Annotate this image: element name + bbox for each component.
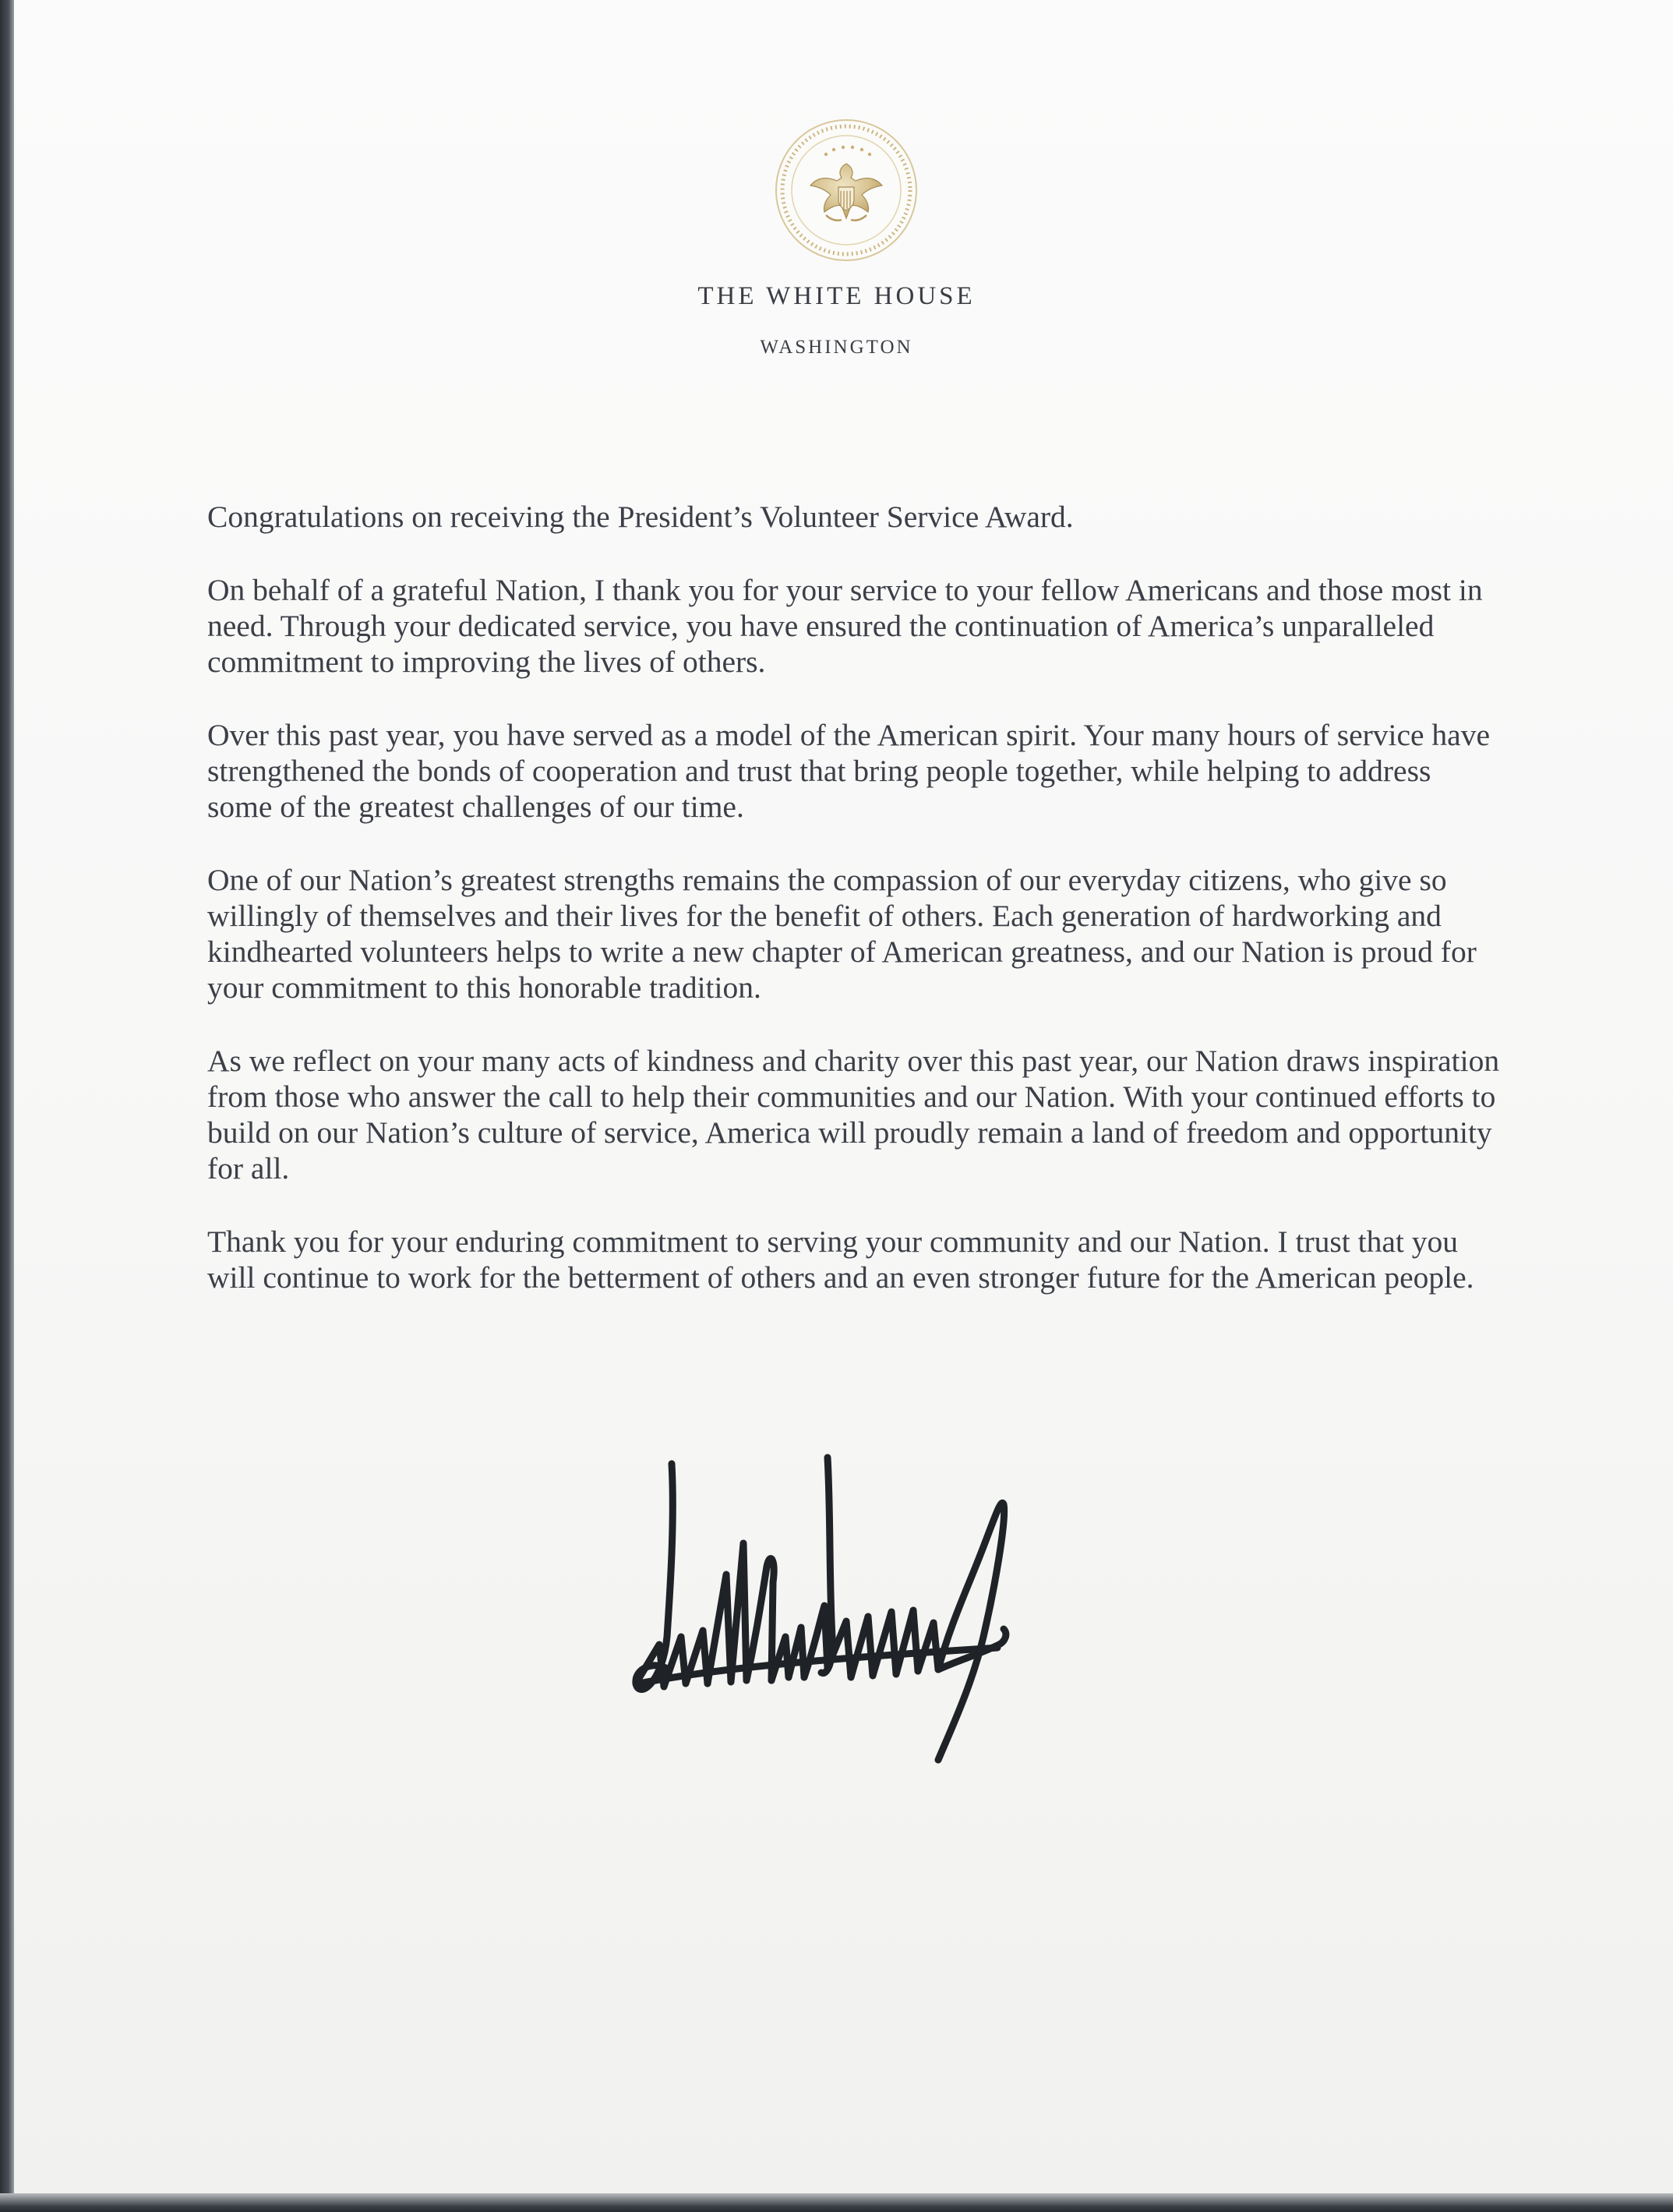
letter-paragraph-1: On behalf of a grateful Nation, I thank you for your service to your fellow Americans and those most in need. Through your dedicated service, you have ensured the continuation of America’s unparalleled commitment to improving the lives of others. [207,573,1483,679]
letter-paragraph-2: Over this past year, you have served as a model of the American spirit. Your many hours of service have strengthened the bonds of cooperation and trust that bring people together, while helping to address some of the greatest challenges of our time. [207,718,1491,824]
letterhead-city: WASHINGTON [760,337,913,358]
letter-greeting: Congratulations on receiving the President’s Volunteer Service Award. [207,500,1074,534]
letter-paragraph-3: One of our Nation’s greatest strengths remains the compassion of our everyday citizens, who give so willingly of themselves and their lives for the benefit of others. Each generation of hardworking and kindhearted volunteers helps to write a new chapter of American greatness, and our Nation is proud for your commitment to this honorable tradition. [207,863,1477,1005]
handwritten-signature-icon [623,1450,1060,1777]
letter-body [207,499,1501,1333]
letter-paragraph-4: As we reflect on your many acts of kindness and charity over this past year, our Nation draws inspiration from those who answer the call to help their communities and our Nation. With your continued efforts to build on our Nation’s culture of service, America will proudly remain a land of freedom and opportunity for all. [207,1044,1500,1186]
presidential-seal-icon [771,115,921,265]
letterhead-title: THE WHITE HOUSE [697,282,976,310]
scanner-backdrop-left [0,0,14,2212]
scanner-backdrop-bottom [0,2193,1673,2212]
letter-paragraph-5: Thank you for your enduring commitment to serving your community and our Nation. I trust that you will continue to work for the betterment of others and an even stronger future for the American people. [207,1224,1474,1295]
